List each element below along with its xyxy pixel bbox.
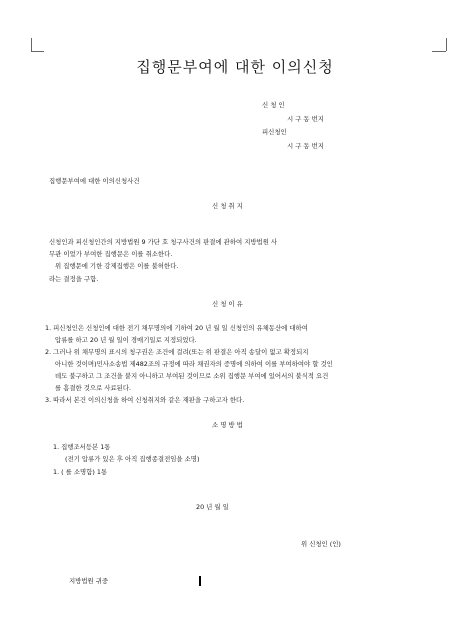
- reason-line: 2. 그러나 위 채무명의 표시의 청구권은 조건에 걸려(또는 위 판결은 아직 송달이 없고 확정되지: [45, 348, 309, 356]
- court-addressee: 지방법원 귀중: [69, 577, 109, 585]
- reason-line: 를 흠결한 것으로 사료된다.: [55, 384, 132, 392]
- purpose-line: 라는 결정을 구함.: [49, 275, 99, 283]
- purpose-line: 위 집행문에 기한 강제집행은 이를 불허한다.: [55, 262, 179, 270]
- applicant-address: 시 구 동 번지: [287, 115, 324, 123]
- purpose-heading: 신 청 취 지: [212, 202, 243, 210]
- respondent-address: 시 구 동 번지: [287, 142, 324, 150]
- evidence-heading: 소 명 방 법: [212, 421, 243, 429]
- purpose-line: 신청인과 피신청인간의 지방법원 9 가단 호 청구사건의 판결에 관하여 지방법원 사: [49, 238, 278, 246]
- signature-line: 위 신청인 (인): [301, 540, 341, 548]
- applicant-label: 신 청 인: [262, 101, 285, 109]
- date-line: 20 년 월 일: [196, 503, 229, 511]
- respondent-label: 피신청인: [262, 128, 287, 136]
- case-name: 집행문부여에 대한 이의신청사건: [49, 177, 140, 185]
- crop-mark-top-left-vertical: [31, 38, 32, 51]
- crop-mark-top-right: [432, 38, 446, 52]
- reason-line: 데도 불구하고 그 조건을 붙지 아니하고 부여된 것이므로 소위 집행문 부여에 있어서의 불식적 요건: [55, 372, 329, 380]
- crop-mark-top-left: [31, 38, 44, 52]
- evidence-line: 1. ( 를 소명함) 1통: [53, 468, 108, 476]
- evidence-line: (전기 압류가 있은 후 아직 집행종결전임을 소명): [65, 455, 200, 463]
- crop-mark-top-right-vertical: [446, 38, 447, 51]
- reasons-heading: 신 청 이 유: [212, 300, 243, 308]
- purpose-line: 무관 이었가 부여한 집행문은 이를 취소한다.: [49, 250, 173, 258]
- evidence-line: 1. 집행조서등본 1통: [53, 443, 111, 451]
- reason-line: 1. 피신청인은 신청인에 대한 전기 채무명의에 기하여 20 년 월 일 신청인의 유체동산에 대하여: [45, 324, 308, 332]
- reason-line: 압류를 하고 20 년 월 일이 경매기일로 지정되었다.: [55, 336, 197, 344]
- reason-line: 아니한 것이며)민사소송법 제482조의 규정에 따라 채권자의 증명에 의하여 이를 부여하여야 할 것인: [55, 360, 333, 368]
- document-title: 집행문부여에 대한 이의신청: [136, 58, 334, 76]
- reason-line: 3. 따라서 본건 이의신청을 하여 신청취지와 같은 재판을 구하고자 한다.: [45, 396, 245, 404]
- text-cursor: [199, 576, 201, 586]
